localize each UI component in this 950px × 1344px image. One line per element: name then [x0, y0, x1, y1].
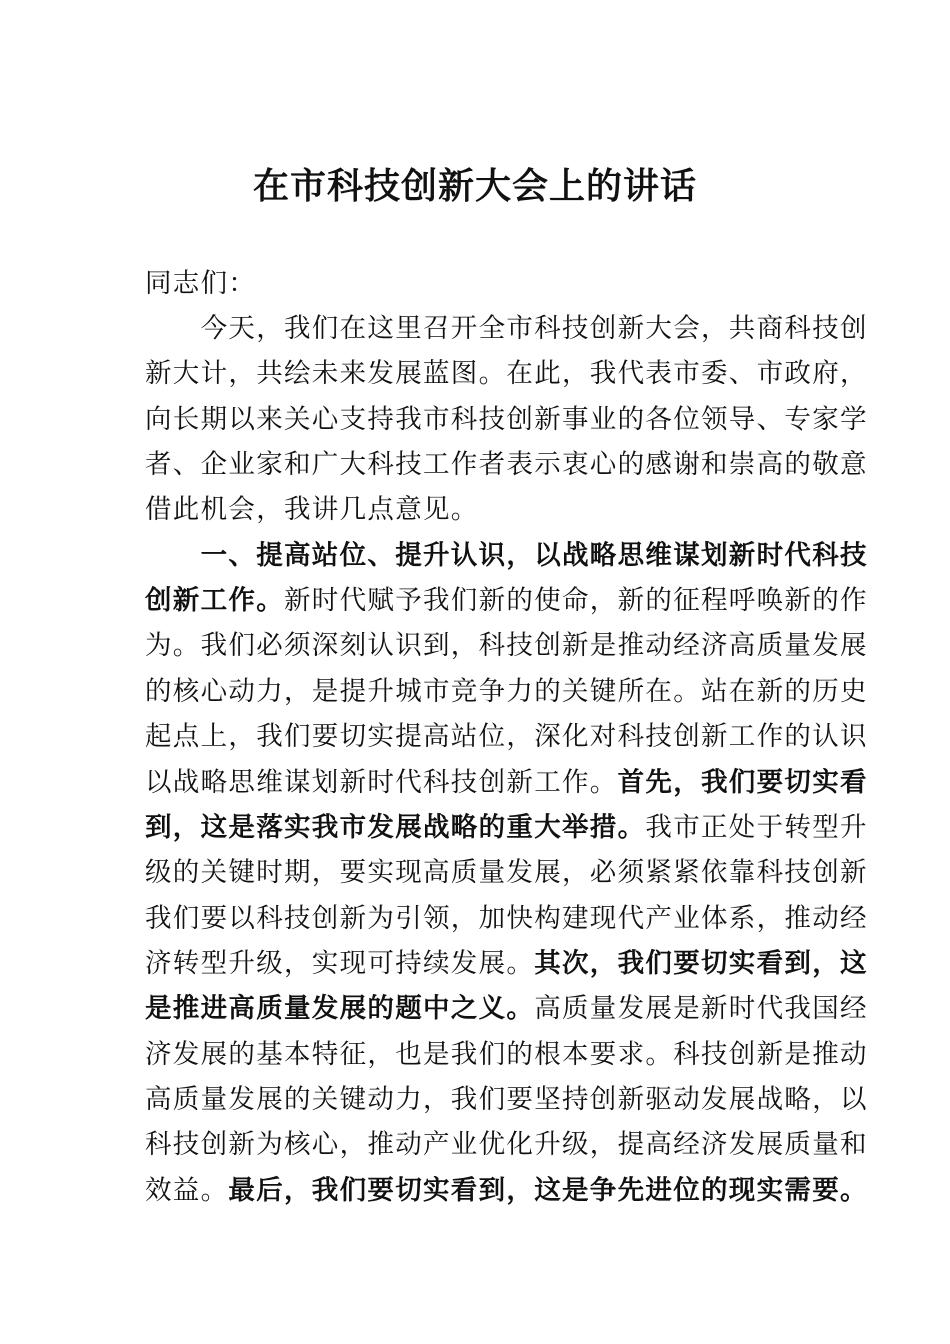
text-line [145, 398, 868, 442]
text-segment: 向长期以来关心支持我市科技创新事业的各位领导、专家学 [145, 403, 868, 435]
text-line [145, 579, 868, 623]
bold-text-segment: 到，这是落实我市发展战略的重大举措。 [145, 811, 646, 843]
bold-text-segment: 创新工作。 [145, 585, 284, 617]
text-line [145, 761, 868, 805]
bold-text-segment: 一、提高站位、提升认识，以战略思维谋划新时代科技 [145, 539, 868, 571]
text-segment: 科技创新为核心，推动产业优化升级，提高经济发展质量和 [145, 1129, 868, 1161]
bold-text-segment: 是推进高质量发展的题中之义。 [145, 993, 535, 1025]
text-line [145, 624, 868, 668]
text-line [145, 897, 868, 941]
text-line [145, 670, 868, 714]
text-segment: 起点上，我们要切实提高站位，深化对科技创新工作的认识 [145, 721, 868, 753]
text-line [145, 942, 868, 986]
text-segment: 济发展的基本特征，也是我们的根本要求。科技创新是推动 [145, 1038, 868, 1070]
bold-text-segment: 其次，我们要切实看到，这 [534, 947, 868, 979]
text-segment: 者、企业家和广大科技工作者表示衷心的感谢和崇高的敬意 [145, 449, 868, 481]
text-segment: 级的关键时期，要实现高质量发展，必须紧紧依靠科技创新 [145, 857, 868, 889]
text-segment: 借此机会，我讲几点意见。 [145, 494, 479, 526]
text-line [145, 987, 868, 1031]
bold-text-segment: 最后，我们要切实看到，这是争先进位的现实需要。 [228, 1174, 868, 1206]
text-segment: 我们要以科技创新为引领，加快构建现代产业体系，推动经 [145, 902, 868, 934]
text-segment: 今天，我们在这里召开全市科技创新大会，共商科技创 [145, 313, 868, 344]
text-segment: 为。我们必须深刻认识到，科技创新是推动经济高质量发展 [145, 630, 868, 662]
text-segment: 高质量发展是新时代我国经 [534, 993, 868, 1025]
text-segment: 效益。 [145, 1174, 229, 1206]
text-segment: 新时代赋予我们新的使命，新的征程呼唤新的作 [284, 585, 868, 617]
text-line [145, 307, 868, 351]
bold-text-segment: 首先，我们要切实看 [617, 766, 868, 798]
text-line [145, 443, 868, 487]
text-line [145, 806, 868, 850]
text-line [145, 715, 868, 759]
text-segment: 的核心动力，是提升城市竞争力的关键所在。站在新的历史 [145, 675, 868, 707]
text-line [145, 1123, 868, 1167]
text-line [145, 488, 479, 532]
text-segment: 高质量发展的关键动力，我们要坚持创新驱动发展战略，以 [145, 1083, 868, 1115]
text-line [145, 851, 868, 895]
text-line [145, 1169, 868, 1213]
text-line [145, 534, 868, 578]
text-segment: 新大计，共绘未来发展蓝图。在此，我代表市委、市政府， [145, 358, 868, 390]
text-segment: 我市正处于转型升 [645, 811, 868, 843]
text-line [145, 1078, 868, 1122]
text-line [145, 1033, 868, 1077]
text-line [145, 352, 868, 396]
text-segment: 济转型升级，实现可持续发展。 [145, 947, 535, 979]
document-title: 在市科技创新大会上的讲话 [252, 165, 697, 207]
text-segment: 以战略思维谋划新时代科技创新工作。 [145, 766, 618, 798]
salutation: 同志们： [145, 268, 257, 299]
